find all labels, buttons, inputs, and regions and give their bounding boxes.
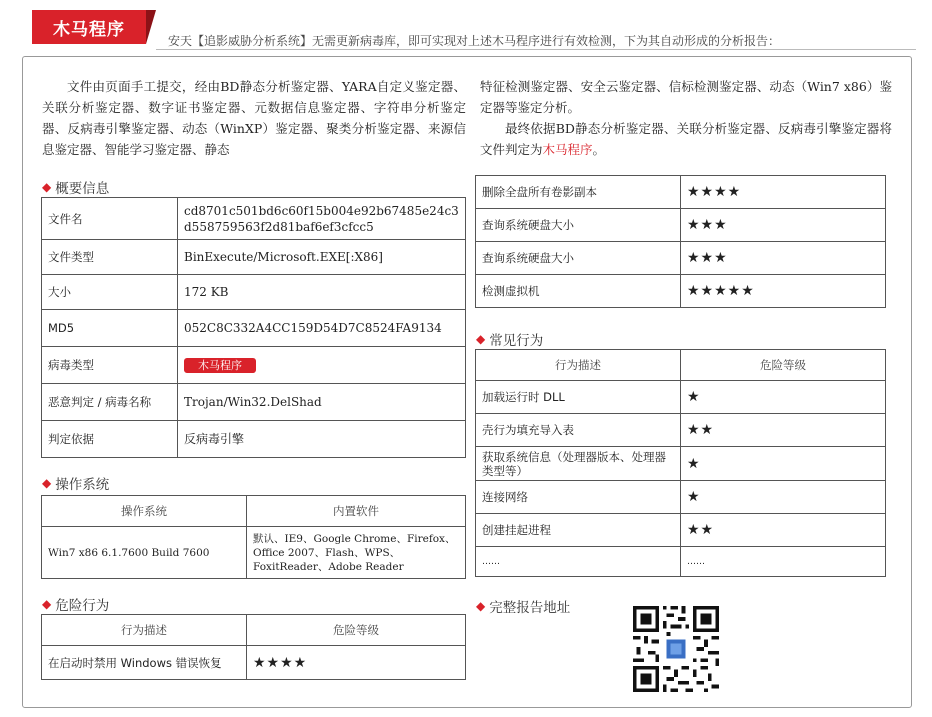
behavior-description: 创建挂起进程 <box>476 514 681 547</box>
table-row <box>476 481 886 514</box>
diamond-icon: ◆ <box>42 180 52 194</box>
risk-stars: ★★★ <box>681 242 886 275</box>
table-row <box>476 414 886 447</box>
size-value: 172 KB <box>178 275 466 310</box>
common-title-text: 常见行为 <box>489 333 544 349</box>
behavior-description: 检测虚拟机 <box>476 275 681 308</box>
header-description: 安天【追影威胁分析系统】无需更新病毒库，即可实现对上述木马程序进行有效检测，下为其自动形成的分析报告： <box>168 34 781 48</box>
behavior-description: 查询系统硬盘大小 <box>476 242 681 275</box>
os-title-text: 操作系统 <box>55 477 110 493</box>
tag-fold <box>146 10 156 44</box>
table-header-row <box>476 350 886 381</box>
column-header: 危险等级 <box>681 350 886 381</box>
table-row <box>476 176 886 209</box>
risk-stars: …… <box>681 547 886 577</box>
intro-paragraph-right <box>480 76 892 160</box>
table-row <box>476 547 886 577</box>
danger-table-continued <box>475 175 886 308</box>
file-name-value: cd8701c501bd6c60f15b004e92b67485e24c3d558759563f2d81baf6ef3cfcc5 <box>178 198 466 240</box>
intro-text-2-end: 。 <box>592 142 606 157</box>
risk-stars: ★★ <box>681 414 886 447</box>
diamond-icon: ◆ <box>42 597 52 611</box>
behavior-description: 获取系统信息（处理器版本、处理器类型等） <box>476 447 681 481</box>
os-section-title <box>42 473 109 493</box>
danger-table <box>41 614 466 680</box>
table-row <box>42 240 466 275</box>
field-label: 文件名 <box>42 198 178 240</box>
table-row <box>476 447 886 481</box>
table-row <box>42 646 466 680</box>
table-row <box>42 421 466 458</box>
table-row <box>42 310 466 347</box>
column-header: 行为描述 <box>476 350 681 381</box>
overview-section-title <box>42 177 109 197</box>
field-label: 文件类型 <box>42 240 178 275</box>
overview-title-text: 概要信息 <box>55 181 110 197</box>
header-divider <box>156 49 916 50</box>
column-header: 操作系统 <box>42 496 247 527</box>
table-row <box>476 514 886 547</box>
danger-title-text: 危险行为 <box>55 598 110 614</box>
risk-stars: ★★★★ <box>247 646 466 680</box>
file-type-value: BinExecute/Microsoft.EXE[:X86] <box>178 240 466 275</box>
behavior-description: 查询系统硬盘大小 <box>476 209 681 242</box>
field-label: 大小 <box>42 275 178 310</box>
md5-value: 052C8C332A4CC159D54D7C8524FA9134 <box>178 310 466 347</box>
report-section-title <box>476 596 570 616</box>
diamond-icon: ◆ <box>42 476 52 490</box>
table-row <box>476 242 886 275</box>
risk-stars: ★ <box>681 481 886 514</box>
software-value: 默认、IE9、Google Chrome、Firefox、Office 2007、Flash、WPS、FoxitReader、Adobe Reader <box>247 527 466 579</box>
column-header: 危险等级 <box>247 615 466 646</box>
intro-paragraph-2 <box>480 118 892 160</box>
danger-section-title <box>42 594 109 614</box>
malware-name-value: Trojan/Win32.DelShad <box>178 384 466 421</box>
behavior-description: 在启动时禁用 Windows 错误恢复 <box>42 646 247 680</box>
category-tag: 木马程序 <box>32 10 146 44</box>
verdict-highlight: 木马程序 <box>542 142 593 157</box>
table-row <box>42 384 466 421</box>
risk-stars: ★★★★★ <box>681 275 886 308</box>
risk-stars: ★★★ <box>681 209 886 242</box>
os-table <box>41 495 466 579</box>
risk-stars: ★★★★ <box>681 176 886 209</box>
field-label: 病毒类型 <box>42 347 178 384</box>
intro-text-1: 文件由页面手工提交，经由BD静态分析鉴定器、YARA自定义鉴定器、关联分析鉴定器、数字证书鉴定器、元数据信息鉴定器、字符串分析鉴定器、反病毒引擎鉴定器、动态（WinXP）鉴定器、聚类分析鉴定器、来源信息鉴定器、智能学习鉴定器、静态 <box>42 79 466 157</box>
behavior-description: 删除全盘所有卷影副本 <box>476 176 681 209</box>
table-row <box>42 347 466 384</box>
table-row <box>42 275 466 310</box>
basis-value: 反病毒引擎 <box>178 421 466 458</box>
field-label: 恶意判定 / 病毒名称 <box>42 384 178 421</box>
column-header: 内置软件 <box>247 496 466 527</box>
common-table <box>475 349 886 577</box>
diamond-icon: ◆ <box>476 599 486 613</box>
header-bar <box>0 0 932 50</box>
behavior-description: 加载运行时 DLL <box>476 381 681 414</box>
behavior-description: 连接网络 <box>476 481 681 514</box>
table-row <box>42 198 466 240</box>
intro-text-2: 最终依据BD静态分析鉴定器、关联分析鉴定器、反病毒引擎鉴定器将文件判定为 <box>480 121 892 157</box>
table-header-row <box>42 496 466 527</box>
behavior-description: …… <box>476 547 681 577</box>
table-header-row <box>42 615 466 646</box>
report-title-text: 完整报告地址 <box>489 600 571 616</box>
intro-paragraph-1 <box>42 76 466 160</box>
virus-type-badge: 木马程序 <box>184 358 256 373</box>
risk-stars: ★ <box>681 381 886 414</box>
common-section-title <box>476 329 543 349</box>
intro-text-1-cont: 特征检测鉴定器、安全云鉴定器、信标检测鉴定器、动态（Win7 x86）鉴定器等鉴定分析。 <box>480 79 892 115</box>
overview-table <box>41 197 466 458</box>
field-label: 判定依据 <box>42 421 178 458</box>
qr-code-icon[interactable] <box>630 606 722 692</box>
virus-type-cell <box>178 347 466 384</box>
field-label: MD5 <box>42 310 178 347</box>
behavior-description: 壳行为填充导入表 <box>476 414 681 447</box>
os-value: Win7 x86 6.1.7600 Build 7600 <box>42 527 247 579</box>
table-row <box>42 527 466 579</box>
diamond-icon: ◆ <box>476 332 486 346</box>
table-row <box>476 209 886 242</box>
risk-stars: ★ <box>681 447 886 481</box>
risk-stars: ★★ <box>681 514 886 547</box>
table-row <box>476 275 886 308</box>
table-row <box>476 381 886 414</box>
column-header: 行为描述 <box>42 615 247 646</box>
